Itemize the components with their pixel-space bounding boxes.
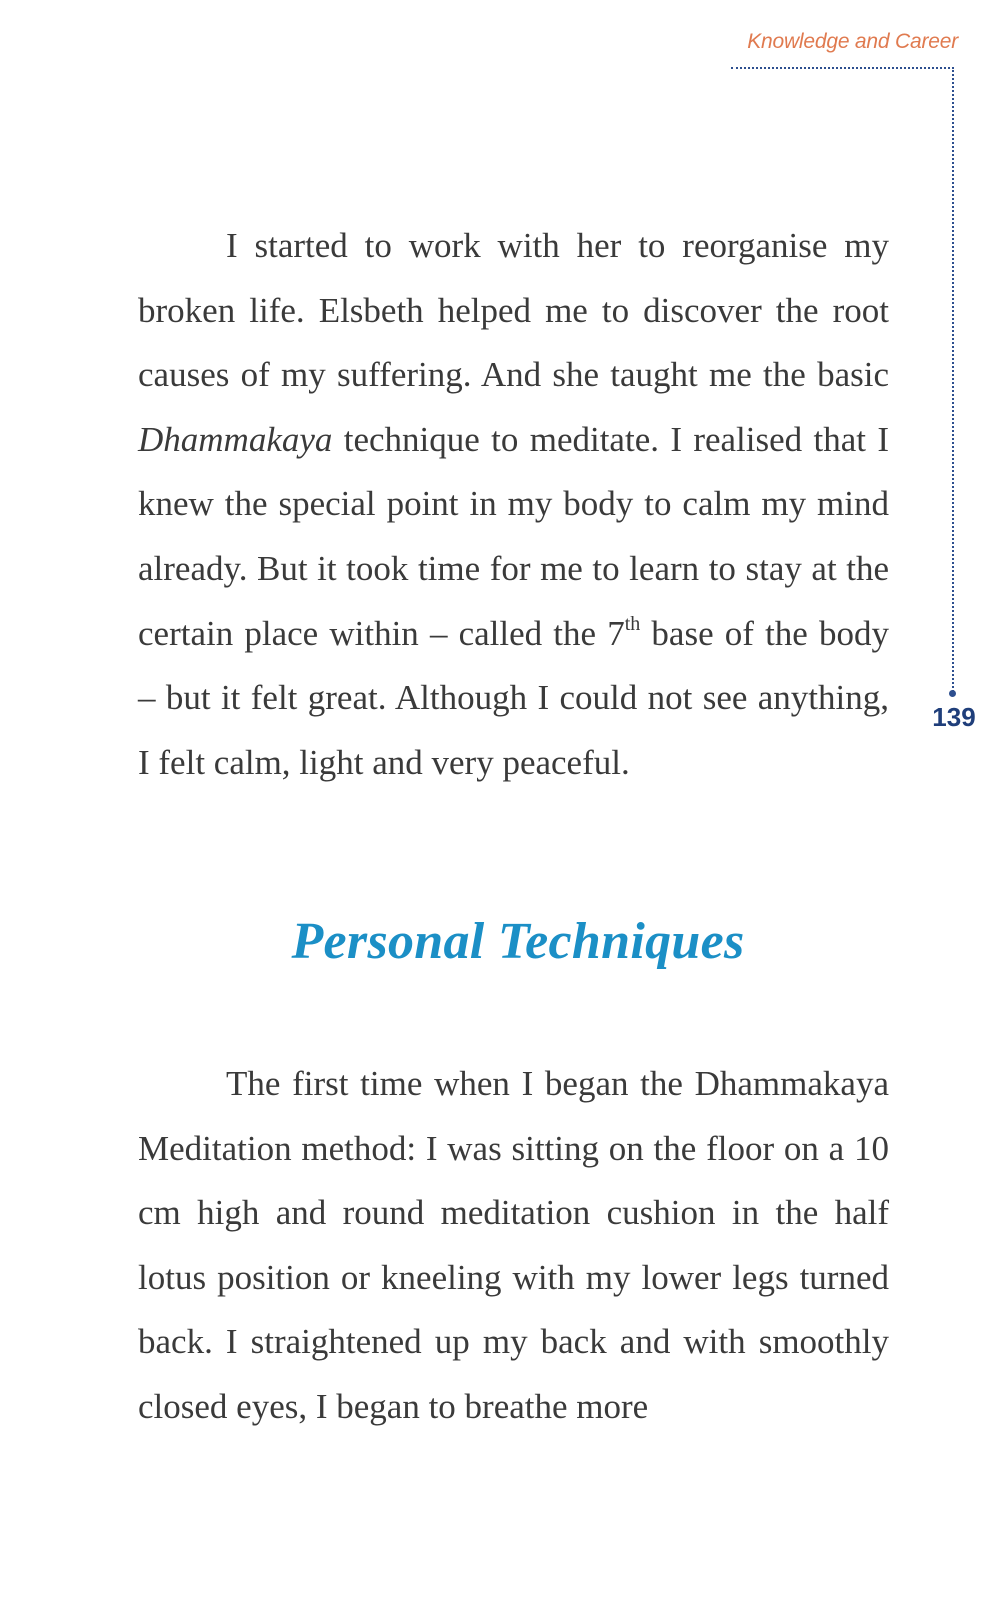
paragraph-1-emphasis: Dhammakaya <box>138 419 333 459</box>
body-paragraph-1 <box>138 214 889 795</box>
rule-end-dot <box>949 690 956 697</box>
paragraph-1-superscript: th <box>624 612 641 635</box>
header-dotted-rule <box>731 67 954 69</box>
paragraph-1-text-1: I started to work with her to reorganise my broken life. Elsbeth helped me to discover the root causes of my suffering. And she taught me the basic <box>138 226 889 395</box>
running-header: Knowledge and Career <box>747 30 958 53</box>
paragraph-1-text-2: technique to meditate. I realised that I knew the special point in my body to calm my mind already. But it took time for me to learn to stay at the certain place within – called the 7 <box>138 419 889 653</box>
paragraph-1-text-3: base of the body – but it felt great. Although I could not see anything, I felt calm, light and very peaceful. <box>138 613 889 782</box>
body-paragraph-2: The first time when I began the Dhammakaya Meditation method: I was sitting on the floor on a 10 cm high and round meditation cushion in the half lotus position or kneeling with my lower legs turned back. I straightened up my back and with smoothly closed eyes, I began to breathe more <box>138 1064 889 1426</box>
page-number: 139 <box>932 702 976 732</box>
section-heading: Personal Techniques <box>291 913 745 970</box>
side-dotted-rule <box>952 67 954 692</box>
